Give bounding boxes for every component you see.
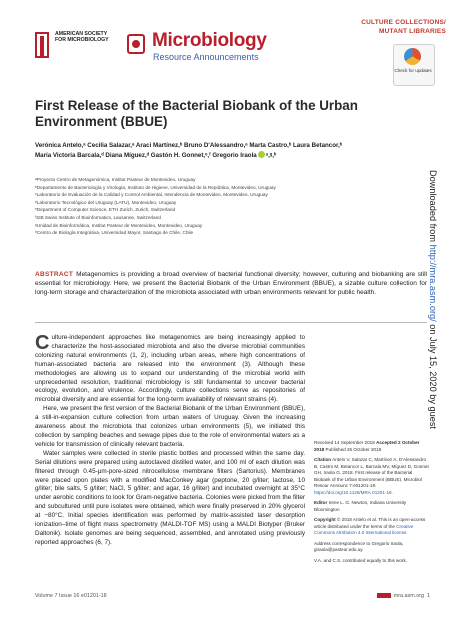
journal-logo-icon	[126, 33, 146, 55]
correspondence: Address correspondence to Gregorio Iraola, giraola@pasteur.edu.uy.	[314, 540, 404, 552]
drop-cap: C	[35, 332, 50, 354]
affiliation-list	[35, 176, 335, 237]
body-paragraph: Water samples were collected in sterile plastic bottles and processed within the same day. Serial dilutions were prepared using autoclaved distilled water, and 100 ml of each dilution was filtered through 0.45-μm-pore-sized nitrocellulose membrane filters (Sartorius). Membranes were placed upon plates with a modified MacConkey agar (peptone, 20 g/liter; lactose, 10 g/liter; bile salts, 5 g/liter; NaCl, 5 g/liter; and agar, 16 g/liter) and incubated overnight at 35°C under aerobic conditions to look for Gram-negative bacteria. Colonies were picked from the filter and subcultured until pure isolates were obtained, which were finally preserved in 20% glycerol at −80°C. Initial species identification was performed by matrix-assisted laser desorption ionization–time of flight mass spectrometry (MALDI-TOF MS) using a MALDI Biotyper (Bruker Daltonik). Isolate genomes are being sequenced, assembled, and annotated using previously reported approaches (6, 7).	[35, 449, 305, 546]
affiliation-item: ᵃProyecto Centro de Metagenómica, Institut Pasteur de Montevideo, Uruguay	[35, 177, 196, 182]
dates: Received 14 September 2018 Accepted 2 October 2018 Published 25 October 2018	[314, 440, 420, 452]
abstract-text: Metagenomics is providing a broad overview of bacterial functional diversity; however, culturing and biobanking are still essential for microbiology. Here, we present the Bacterial Biobank of the Urban Environment (BBUE), a sizable culture collection for long-term storage and characterization of the microbiota associated with urban environments relevant for public health.	[35, 271, 427, 297]
author-line	[35, 151, 425, 161]
body-paragraph: Here, we present the first version of the Bacterial Biobank of the Urban Environment (BBUE), a still-in-expansion culture collection from urban waters of Uruguay. Given the increasing awareness about the microbiota that colonizes urban environments (5), we initiated this collection by sampling beaches and sewage pipes due to the role of environmental waters as a vehicle for transmission of clinically relevant bacteria.	[35, 405, 305, 448]
footer-volume: Volume 7 Issue 16 e01201-18	[35, 593, 107, 599]
page-number: 1	[427, 593, 430, 599]
abstract	[35, 270, 427, 297]
orcid-icon[interactable]	[258, 151, 265, 158]
affiliation-item: ʰCentro de Biología Integrativa, Universidad Mayor, Santiago de Chile, Chile	[35, 230, 194, 236]
divider	[35, 322, 427, 323]
abstract-label: ABSTRACT	[35, 271, 74, 278]
journal-footer-icon	[377, 593, 391, 598]
article-body	[35, 334, 305, 548]
author-affil-marks: ᵃ,ᵍ,ʰ	[265, 152, 277, 159]
doi-link[interactable]: https://doi.org/10.1128/MRA.01201-18.	[314, 489, 393, 495]
citation: Citation Antelo V, Salazar C, Martínez A, D'Alessandro B, Castro M, Betancor L, Barcala MV, Míguez D, Gonnet GH, Iraola G. 2018. First release of the Bacterial Biobank of the Urban Environment (BBUE). Microbiol Resour Announc 7:e01201-18. https://doi.org/10.1128/MRA.01201-18.	[314, 457, 429, 495]
article-info-sidebar	[314, 440, 430, 568]
copyright: Copyright © 2018 Antelo et al. This is an open-access article distributed under the terms of the Creative Commons Attribution 4.0 International license.	[314, 517, 426, 535]
affiliation-item: ᶜLaboratorio de Evaluación de la Calidad y Control Ambiental, Intendencia de Montevideo, Montevideo, Uruguay	[35, 192, 268, 198]
contribution-note: V.A. and C.S. contributed equally to this work.	[314, 557, 408, 563]
editor: Editor Irene L. G. Newton, Indiana University Bloomington	[314, 500, 407, 512]
affiliation-item: ᵈLaboratorio Tecnológico del Uruguay (LATU), Montevideo, Uruguay	[35, 199, 177, 205]
journal-subtitle: Resource Announcements	[153, 52, 259, 62]
download-link[interactable]: http://mra.asm.org/	[428, 244, 438, 322]
author-list	[35, 141, 425, 161]
check-updates-label: Check for updates	[394, 68, 432, 73]
asm-logo-icon	[35, 32, 49, 58]
affiliation-item: ᵉDepartment of Computer Science, ETH Zurich, Zurich, Switzerland	[35, 207, 176, 213]
footer-url[interactable]: mra.asm.org	[393, 593, 424, 599]
article-title: First Release of the Bacterial Biobank of the Urban Environment (BBUE)	[35, 98, 358, 129]
footer-journal	[370, 593, 430, 599]
journal-title[interactable]: Microbiology	[152, 30, 267, 51]
author-names: María Victoria Barcala,ᵈ Diana Míguez,ᵈ Gastón H. Gonnet,ᵉ,ᶠ Gregorio Iraola	[35, 152, 257, 159]
author-line: Verónica Antelo,ᵃ Cecilia Salazar,ᵃ Araci Martínez,ᵇ Bruno D'Alessandro,ᵃ Marta Castro,ᵇ Laura Betancor,ᵇ	[35, 142, 343, 149]
society-name: AMERICAN SOCIETY FOR MICROBIOLOGY	[55, 31, 109, 44]
affiliation-item: ᵇDepartamento de Bacteriología y Virología, Instituto de Higiene, Universidad de la República, Montevideo, Uruguay	[35, 184, 276, 190]
section-tag: CULTURE COLLECTIONS/ MUTANT LIBRARIES	[361, 19, 446, 35]
download-notice: Downloaded from http://mra.asm.org/ on July 15, 2020 by guest	[428, 170, 438, 429]
check-updates-icon	[404, 48, 421, 65]
license-link[interactable]: Creative Commons Attribution 4.0 International license.	[314, 523, 414, 535]
affiliation-item: ᶠSIB Swiss Institute of Bioinformatics, Lausanne, Switzerland	[35, 214, 161, 220]
body-paragraph: Culture-independent approaches like metagenomics are being increasingly applied to characterize the host-associated microbiota and also the diverse microbial communities colonizing natural environments (1, 2), including urban areas, where high concentrations of human-associated bacteria are released into the environment (3). Although these methodologies are allowing us to expand our understanding of the microbial world with unprecedented resolution, traditional microbiology is still fundamental to uncover bacterial ecology, evolution, and virulence. Accordingly, culture collections serve as repositories of microbial diversity and are essential for the long-term availability of relevant strains (4).	[35, 332, 305, 404]
affiliation-item: ᵍUnidad de Bioinformática, Institut Pasteur de Montevideo, Montevideo, Uruguay	[35, 222, 203, 228]
